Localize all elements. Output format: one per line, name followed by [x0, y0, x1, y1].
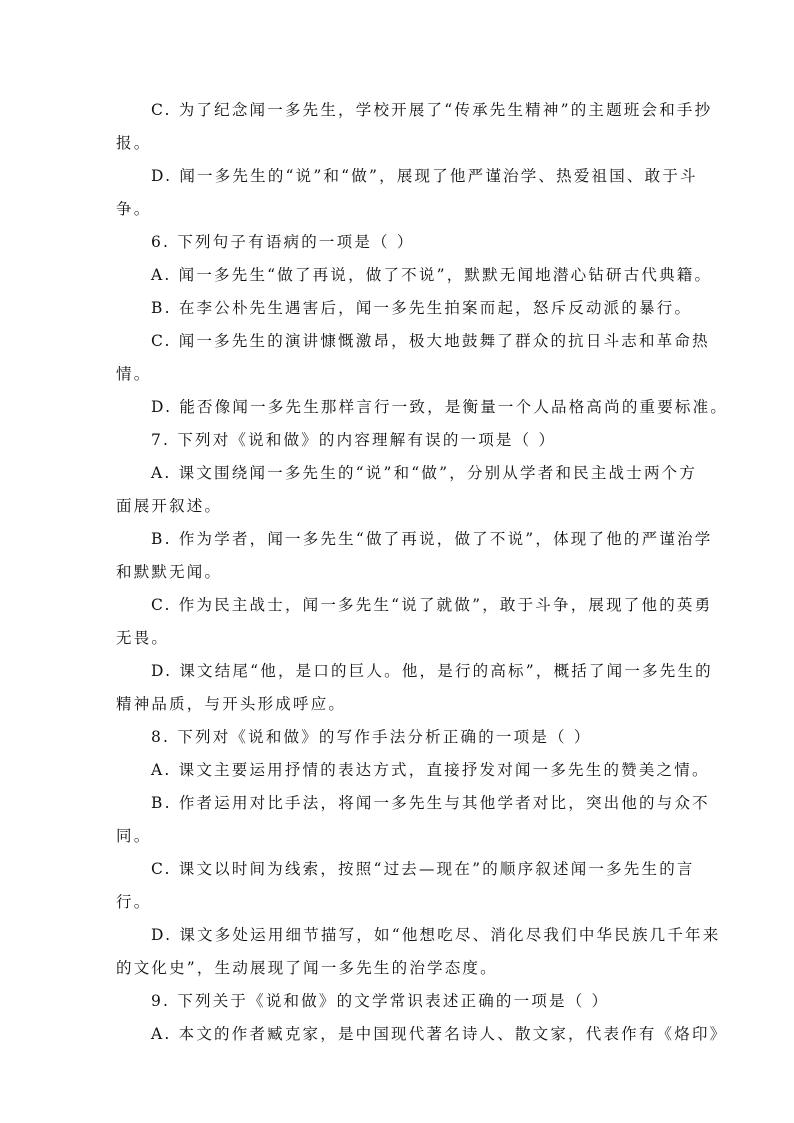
question-8-option-a: A. 课文主要运用抒情的表达方式，直接抒发对闻一多先生的赞美之情。 [151, 761, 710, 779]
question-6-option-d: D. 能否像闻一多先生那样言行一致，是衡量一个人品格高尚的重要标准。 [151, 398, 729, 416]
question-6-option-c-line-1: C. 闻一多先生的演讲慷慨激昂，极大地鼓舞了群众的抗日斗志和革命热 [151, 332, 710, 350]
question-8-option-d-line-1: D. 课文多处运用细节描写，如“他想吃尽、消化尽我们中华民族几千年来 [151, 926, 721, 944]
question-7-option-d-line-2: 精神品质，与开头形成呼应。 [116, 695, 347, 713]
question-9-stem: 9. 下列关于《说和做》的文学常识表述正确的一项是（ ） [151, 992, 610, 1010]
question-5-option-c-line-1: C. 为了纪念闻一多先生，学校开展了“传承先生精神”的主题班会和手抄 [151, 101, 713, 119]
question-8-option-c-line-1: C. 课文以时间为线索，按照“过去—现在”的顺序叙述闻一多先生的言 [151, 860, 695, 878]
question-7-option-c-line-1: C. 作为民主战士，闻一多先生“说了就做”，敢于斗争，展现了他的英勇 [151, 596, 713, 614]
question-7-option-b-line-1: B. 作为学者，闻一多先生“做了再说，做了不说”，体现了他的严谨治学 [151, 530, 713, 548]
question-7-stem: 7. 下列对《说和做》的内容理解有误的一项是（ ） [151, 431, 557, 449]
question-5-option-d-line-2: 争。 [116, 200, 152, 218]
question-6-stem: 6. 下列句子有语病的一项是（ ） [151, 233, 415, 251]
question-8-stem: 8. 下列对《说和做》的写作手法分析正确的一项是（ ） [151, 728, 592, 746]
question-6-option-c-line-2: 情。 [116, 365, 152, 383]
question-7-option-a-line-2: 面展开叙述。 [116, 497, 223, 515]
question-8-option-c-line-2: 行。 [116, 893, 152, 911]
question-7-option-a-line-1: A. 课文围绕闻一多先生的“说”和“做”，分别从学者和民主战士两个方 [151, 464, 698, 482]
question-5-option-c-line-2: 报。 [116, 134, 152, 152]
question-8-option-d-line-2: 的文化史”，生动展现了闻一多先生的治学态度。 [116, 959, 498, 977]
question-7-option-c-line-2: 无畏。 [116, 629, 170, 647]
question-9-option-a-line-1: A. 本文的作者臧克家，是中国现代著名诗人、散文家，代表作有《烙印》 [151, 1025, 728, 1043]
question-8-option-b-line-2: 同。 [116, 827, 152, 845]
question-6-option-a: A. 闻一多先生“做了再说，做了不说”，默默无闻地潜心钻研古代典籍。 [151, 266, 713, 284]
question-6-option-b: B. 在李公朴先生遇害后，闻一多先生拍案而起，怒斥反动派的暴行。 [151, 299, 693, 317]
question-7-option-b-line-2: 和默默无闻。 [116, 563, 223, 581]
question-5-option-d-line-1: D. 闻一多先生的“说”和“做”，展现了他严谨治学、热爱祖国、敢于斗 [151, 167, 698, 185]
question-8-option-b-line-1: B. 作者运用对比手法，将闻一多先生与其他学者对比，突出他的与众不 [151, 794, 710, 812]
question-7-option-d-line-1: D. 课文结尾“他，是口的巨人。他，是行的高标”，概括了闻一多先生的 [151, 662, 713, 680]
